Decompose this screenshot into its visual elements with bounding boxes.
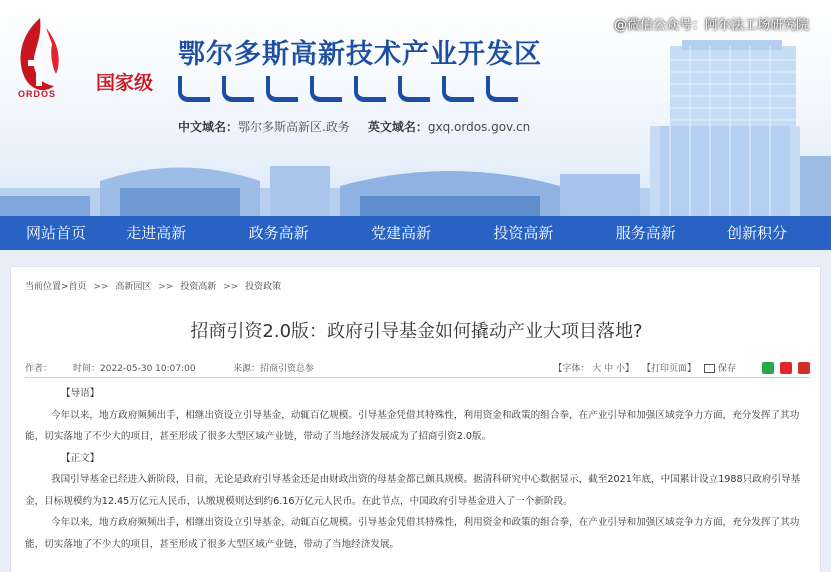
breadcrumb-separator: >> xyxy=(158,282,174,292)
intro-paragraph: 今年以来，地方政府频频出手，相继出资设立引导基金，动辄百亿规模。引导基金凭借其特殊性，利用资金和政策的组合拳，在产业引导和加强区域竞争力方面，充分发挥了其功能，切实落地了不少大的项目，甚至形成了很多大型区域产业链，带动了当地经济发展成为了招商引资2.0版。 xyxy=(25,409,800,442)
font-size-switcher[interactable]: 【字体： 大 中 小】 xyxy=(553,364,634,374)
article-meta xyxy=(25,361,810,375)
nav-about[interactable]: 走进高新 xyxy=(126,224,187,242)
print-page-button[interactable]: 【打印页面】 xyxy=(641,364,696,374)
nav-investment[interactable]: 投资高新 xyxy=(493,224,554,242)
cn-domain-label: 中文域名： xyxy=(178,120,239,134)
en-domain-label: 英文域名： xyxy=(367,120,428,134)
intro-heading: 【导语】 xyxy=(61,388,100,399)
article-title: 招商引资2.0版：政府引导基金如何撬动产业大项目落地? xyxy=(190,321,643,342)
save-icon xyxy=(704,364,715,373)
nav-innovation-points[interactable]: 创新积分 xyxy=(726,224,787,242)
nav-services[interactable]: 服务高新 xyxy=(615,224,676,242)
article-tools xyxy=(545,361,810,374)
tower-building-illustration xyxy=(660,40,810,126)
publish-time: 时间：2022-05-30 10:07:00 xyxy=(73,364,196,374)
breadcrumb-separator: >> xyxy=(223,282,239,292)
domain-names xyxy=(178,118,530,135)
national-level-label: 国家级 xyxy=(96,72,154,94)
wechat-share-icon[interactable] xyxy=(762,362,774,374)
body-paragraph: 今年以来，地方政府频频出手，相继出资设立引导基金，动辄百亿规模。引导基金凭借其特殊性，利用资金和政策的组合拳，在产业引导和加强区域竞争力方面，充分发挥了其功能，切实落地了不少大的项目，甚至形成了很多大型区域产业链，带动了当地经济发展。 xyxy=(25,517,800,550)
cn-domain-value: 鄂尔多斯高新区.政务 xyxy=(238,120,350,134)
mongolian-script-title-icon xyxy=(178,72,558,106)
divider xyxy=(25,377,810,378)
wechat-watermark: @微信公众号：阿尔法工场研究院 xyxy=(613,18,809,33)
body-paragraph: 我国引导基金已经进入新阶段，目前，无论是政府引导基金还是由财政出资的母基金都已颇具规模。据清科研究中心数据显示，截至2021年底，中国累计设立1988只政府引导基金，目标规模约为12.45万亿元人民币，认缴规模则达到约6.16万亿元人民币。在此节点，中国政府引导基金进入了一个新阶段。 xyxy=(25,474,801,507)
main-heading: 【正文】 xyxy=(61,452,100,464)
breadcrumb xyxy=(25,279,285,292)
breadcrumb-park-link[interactable]: 高新园区 xyxy=(115,282,152,292)
save-label: 保存 xyxy=(717,364,736,374)
breadcrumb-home-link[interactable]: 当前位置>首页 xyxy=(25,282,87,292)
article-body xyxy=(25,383,810,555)
breadcrumb-policy-link[interactable]: 投资政策 xyxy=(245,282,282,292)
article-source: 来源：招商引资总参 xyxy=(233,364,315,374)
breadcrumb-investment-link[interactable]: 投资高新 xyxy=(180,282,217,292)
nav-government[interactable]: 政务高新 xyxy=(248,224,309,242)
city-skyline-illustration xyxy=(0,126,831,216)
nav-home[interactable]: 网站首页 xyxy=(26,224,87,242)
author-label: 作者： xyxy=(25,364,53,374)
article-panel xyxy=(10,266,821,572)
site-title: 鄂尔多斯高新技术产业开发区 xyxy=(178,39,542,70)
main-nav xyxy=(0,216,831,250)
save-button[interactable] xyxy=(704,361,736,374)
qzone-share-icon[interactable] xyxy=(798,362,810,374)
weibo-share-icon[interactable] xyxy=(780,362,792,374)
logo-wordmark: ORDOS xyxy=(18,89,57,99)
nav-party[interactable]: 党建高新 xyxy=(370,224,431,242)
site-header xyxy=(0,0,831,216)
en-domain-value: gxq.ordos.gov.cn xyxy=(427,120,531,134)
breadcrumb-separator: >> xyxy=(93,282,109,292)
